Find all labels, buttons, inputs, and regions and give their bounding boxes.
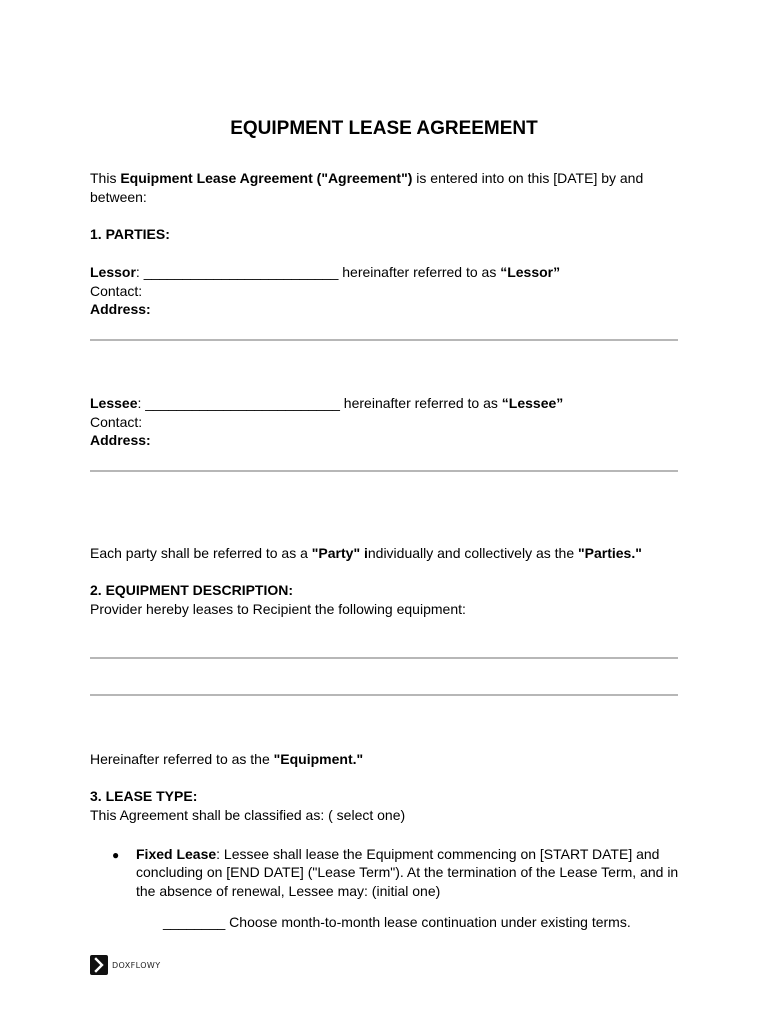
fixed-lease-option-month-to-month: ________ Choose month-to-month lease continuation under existing terms.	[163, 914, 631, 930]
equipment-rule-2	[90, 694, 678, 696]
lessor-name-blank: : _________________________ hereinafter referred to as	[135, 264, 501, 280]
party-term: "Party" i	[311, 545, 368, 561]
lessee-contact-label: Contact:	[90, 414, 143, 430]
equipment-term: "Equipment."	[273, 751, 364, 767]
lessee-name-blank: : _________________________ hereinafter referred to as	[137, 395, 502, 411]
parties-term: "Parties."	[578, 545, 642, 561]
lessor-alias: “Lessor”	[500, 264, 561, 280]
lessee-label: Lessee	[90, 395, 138, 411]
doxflowy-logo	[90, 955, 161, 975]
fixed-lease-label: Fixed Lease	[136, 846, 217, 862]
bullet-icon: ●	[112, 848, 120, 862]
intro-agreement-name: Equipment Lease Agreement ("Agreement")	[120, 170, 413, 186]
lessee-address-rule	[90, 470, 678, 472]
lessee-alias: “Lessee”	[501, 395, 564, 411]
lessor-line	[90, 263, 560, 282]
fixed-lease-line-2: concluding on [END DATE] ("Lease Term"). At the termination of the Lease Term, and in	[136, 864, 679, 880]
equipment-rule-1	[90, 657, 678, 659]
each-party-line: Each party shall be referred to as a "Party" individually and collectively as the "Parties."	[90, 545, 642, 561]
doxflowy-logo-text: DOXFLOWY	[112, 960, 161, 970]
intro-line-2: between:	[90, 189, 147, 205]
doxflowy-logo-icon	[90, 955, 108, 975]
equipment-reference-line: Hereinafter referred to as the "Equipment."	[90, 751, 364, 767]
section-heading-lease-type: 3. LEASE TYPE:	[90, 788, 198, 804]
intro-suffix: is entered into on this [DATE] by and	[412, 170, 644, 186]
intro-prefix: This	[90, 170, 121, 186]
lessee-line	[90, 394, 563, 413]
equipment-intro-text: Provider hereby leases to Recipient the following equipment:	[90, 601, 466, 617]
intro-line-1	[90, 169, 643, 188]
lessee-address-label: Address:	[90, 432, 151, 448]
lessor-label: Lessor	[90, 264, 136, 280]
section-heading-equipment: 2. EQUIPMENT DESCRIPTION:	[90, 582, 294, 598]
lessor-address-rule	[90, 339, 678, 341]
lease-type-instruction: This Agreement shall be classified as: ( select one)	[90, 807, 406, 823]
fixed-lease-line-1: Fixed Lease: Lessee shall lease the Equipment commencing on [START DATE] and	[136, 846, 660, 862]
fixed-lease-line-3: the absence of renewal, Lessee may: (initial one)	[136, 883, 441, 899]
document-title: EQUIPMENT LEASE AGREEMENT	[230, 118, 538, 139]
lessor-contact-label: Contact:	[90, 283, 143, 299]
lessor-address-label: Address:	[90, 301, 151, 317]
section-heading-parties: 1. PARTIES:	[90, 226, 170, 242]
